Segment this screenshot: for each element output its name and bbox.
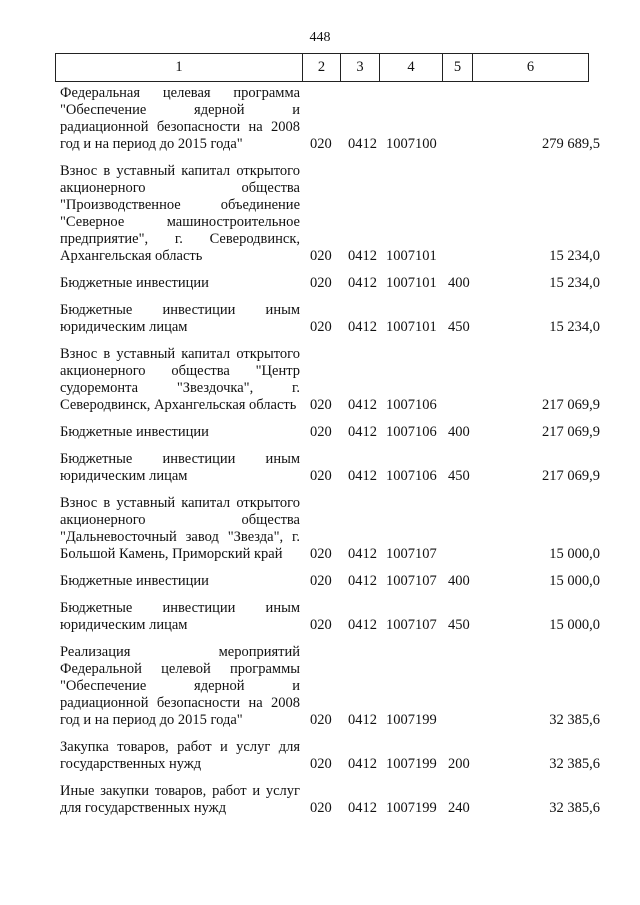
row-code-5: 450 — [448, 468, 470, 484]
row-code-2: 020 — [310, 424, 332, 440]
budget-table-body — [60, 85, 600, 827]
row-code-4: 1007101 — [386, 275, 437, 291]
row-code-4: 1007106 — [386, 424, 437, 440]
row-code-3: 0412 — [348, 424, 377, 440]
column-header-2: 2 — [303, 54, 341, 82]
row-code-2: 020 — [310, 573, 332, 589]
table-row — [60, 346, 600, 414]
table-row — [60, 275, 600, 292]
row-code-4: 1007106 — [386, 468, 437, 484]
row-name: Бюджетные инвестиции иным юридическим лицам — [60, 600, 300, 633]
row-code-2: 020 — [310, 248, 332, 264]
row-code-2: 020 — [310, 800, 332, 816]
row-code-3: 0412 — [348, 573, 377, 589]
row-name: Бюджетные инвестиции — [60, 573, 209, 589]
row-code-2: 020 — [310, 136, 332, 152]
row-code-2: 020 — [310, 397, 332, 413]
row-code-5: 240 — [448, 800, 470, 816]
row-amount: 32 385,6 — [549, 756, 600, 772]
column-header-1: 1 — [56, 54, 303, 82]
row-code-3: 0412 — [348, 756, 377, 772]
row-code-5: 450 — [448, 617, 470, 633]
row-code-2: 020 — [310, 319, 332, 335]
column-header-4: 4 — [380, 54, 443, 82]
row-code-3: 0412 — [348, 800, 377, 816]
column-header-table — [55, 53, 589, 82]
row-code-4: 1007107 — [386, 546, 437, 562]
row-name: Взнос в уставный капитал открытого акционерного общества "Дальневосточный завод "Звезда", г. Большой Камень, Приморский край — [60, 495, 300, 562]
row-amount: 217 069,9 — [542, 397, 600, 413]
row-amount: 15 234,0 — [549, 248, 600, 264]
table-row — [60, 451, 600, 485]
row-code-4: 1007106 — [386, 397, 437, 413]
table-row — [60, 302, 600, 336]
row-name: Бюджетные инвестиции — [60, 275, 209, 291]
row-code-4: 1007199 — [386, 800, 437, 816]
row-amount: 15 000,0 — [549, 546, 600, 562]
table-row — [60, 644, 600, 729]
row-code-3: 0412 — [348, 617, 377, 633]
row-code-3: 0412 — [348, 468, 377, 484]
page-number: 448 — [309, 30, 331, 45]
row-name: Иные закупки товаров, работ и услуг для государственных нужд — [60, 783, 300, 816]
row-amount: 217 069,9 — [542, 424, 600, 440]
row-code-3: 0412 — [348, 712, 377, 728]
row-code-3: 0412 — [348, 248, 377, 264]
row-code-3: 0412 — [348, 397, 377, 413]
row-code-5: 450 — [448, 319, 470, 335]
row-name: Бюджетные инвестиции — [60, 424, 209, 440]
row-code-2: 020 — [310, 546, 332, 562]
row-name: Федеральная целевая программа "Обеспечение ядерной и радиационной безопасности на 2008 год и на период до 2015 года" — [60, 85, 300, 152]
table-row — [60, 424, 600, 441]
column-header-row — [56, 54, 589, 82]
row-name: Закупка товаров, работ и услуг для государственных нужд — [60, 739, 300, 772]
table-row — [60, 163, 600, 265]
row-name: Взнос в уставный капитал открытого акционерного общества "Центр судоремонта "Звездочка", г. Северодвинск, Архангельская область — [60, 346, 300, 413]
row-amount: 15 234,0 — [549, 275, 600, 291]
row-code-2: 020 — [310, 756, 332, 772]
row-code-4: 1007100 — [386, 136, 437, 152]
row-code-3: 0412 — [348, 275, 377, 291]
table-row — [60, 495, 600, 563]
row-amount: 32 385,6 — [549, 712, 600, 728]
row-amount: 15 000,0 — [549, 617, 600, 633]
row-code-2: 020 — [310, 275, 332, 291]
row-name: Бюджетные инвестиции иным юридическим лицам — [60, 451, 300, 484]
column-header-6: 6 — [473, 54, 589, 82]
row-code-5: 400 — [448, 424, 470, 440]
row-code-3: 0412 — [348, 319, 377, 335]
table-row — [60, 85, 600, 153]
row-code-3: 0412 — [348, 546, 377, 562]
column-header-3: 3 — [341, 54, 380, 82]
row-code-5: 400 — [448, 275, 470, 291]
row-amount: 15 000,0 — [549, 573, 600, 589]
row-amount: 217 069,9 — [542, 468, 600, 484]
row-amount: 32 385,6 — [549, 800, 600, 816]
row-amount: 279 689,5 — [542, 136, 600, 152]
table-row — [60, 573, 600, 590]
column-header-5: 5 — [443, 54, 473, 82]
row-code-5: 400 — [448, 573, 470, 589]
table-row — [60, 600, 600, 634]
row-code-5: 200 — [448, 756, 470, 772]
row-name: Взнос в уставный капитал открытого акционерного общества "Производственное объединение "Северное машиностроительное предприятие", г. Северодвинск, Архангельская область — [60, 163, 300, 264]
row-code-3: 0412 — [348, 136, 377, 152]
row-amount: 15 234,0 — [549, 319, 600, 335]
row-code-2: 020 — [310, 712, 332, 728]
row-code-2: 020 — [310, 468, 332, 484]
row-code-4: 1007101 — [386, 319, 437, 335]
row-name: Бюджетные инвестиции иным юридическим лицам — [60, 302, 300, 335]
row-code-4: 1007107 — [386, 617, 437, 633]
row-name: Реализация мероприятий Федеральной целевой программы "Обеспечение ядерной и радиационной безопасности на 2008 год и на период до 2015 года" — [60, 644, 300, 728]
row-code-4: 1007199 — [386, 756, 437, 772]
row-code-4: 1007101 — [386, 248, 437, 264]
row-code-4: 1007107 — [386, 573, 437, 589]
row-code-2: 020 — [310, 617, 332, 633]
table-row — [60, 783, 600, 817]
row-code-4: 1007199 — [386, 712, 437, 728]
table-row — [60, 739, 600, 773]
